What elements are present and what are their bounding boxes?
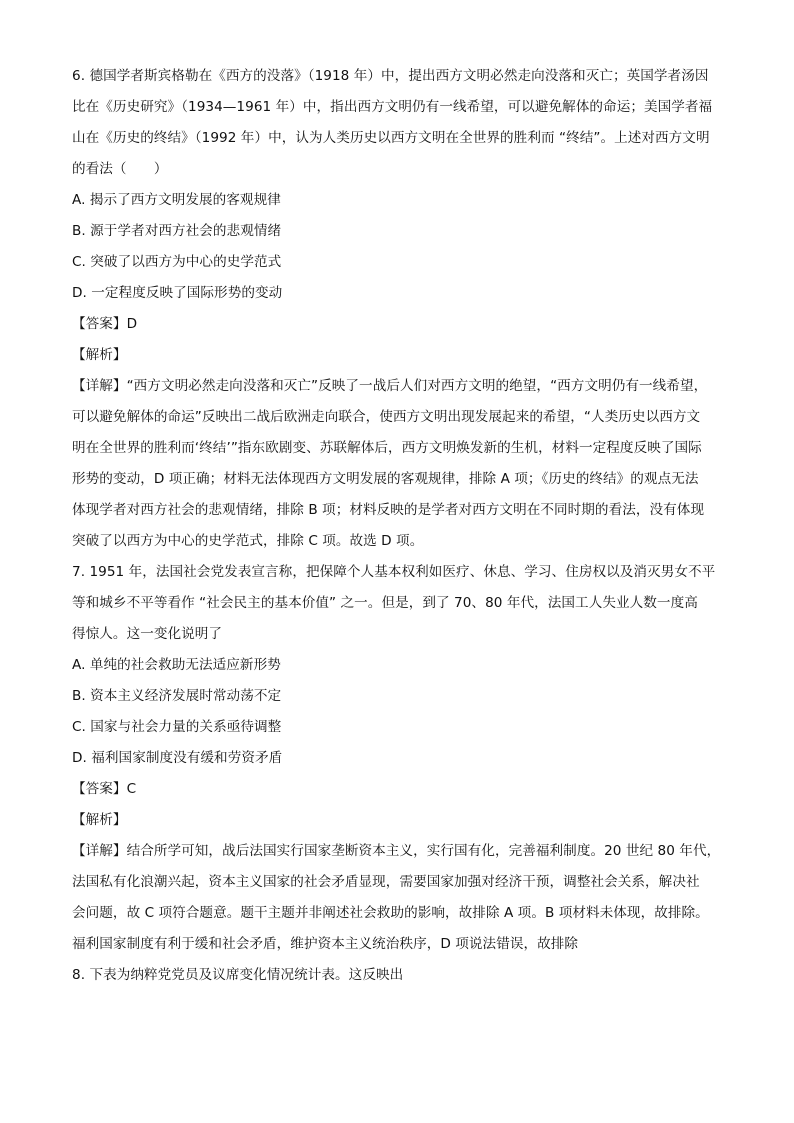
question-6-stem-line: 6. 德国学者斯宾格勒在《西方的没落》（1918 年）中，提出西方文明必然走向没落和灭亡；英国学者汤因 — [72, 68, 709, 84]
question-6-detail-line: 体现学者对西方社会的悲观情绪，排除 B 项；材料反映的是学者对西方文明在不同时期的看法，没有体现 — [72, 502, 705, 518]
question-6-stem-line: 的看法（ ） — [72, 161, 168, 177]
question-6-stem-line: 山在《历史的终结》（1992 年）中，认为人类历史以西方文明在全世界的胜利而 “终结”。上述对西方文明 — [72, 130, 710, 146]
question-6-option-c: C. 突破了以西方为中心的史学范式 — [72, 254, 282, 270]
question-6-answer — [72, 309, 732, 340]
question-6-analysis-label: 【解析】 — [72, 347, 127, 363]
question-7-detail-line: 【详解】结合所学可知，战后法国实行国家垄断资本主义，实行国有化，完善福利制度。20 世纪 80 年代， — [72, 843, 721, 859]
question-6-detail-line: 明在全世界的胜利而‘终结’”指东欧剧变、苏联解体后，西方文明焕发新的生机，材料一定程度反映了国际 — [72, 440, 702, 456]
question-7-option-a: A. 单纯的社会救助无法适应新形势 — [72, 657, 281, 673]
question-6-detail-line: 突破了以西方为中心的史学范式，排除 C 项。故选 D 项。 — [72, 533, 424, 549]
question-6-detail-line: 可以避免解体的命运”反映出二战后欧洲走向联合，使西方文明出现发展起来的希望，“人类历史以西方文 — [72, 409, 701, 425]
question-7-analysis-label: 【解析】 — [72, 812, 127, 828]
question-6-stem-line: 比在《历史研究》（1934—1961 年）中，指出西方文明仍有一线希望，可以避免解体的命运；美国学者福 — [72, 99, 713, 115]
answer-label: 【答案】 — [72, 316, 127, 332]
question-8-stem-line: 8. 下表为纳粹党党员及议席变化情况统计表。这反映出 — [72, 967, 404, 983]
question-7 — [72, 557, 732, 960]
exam-page — [72, 61, 732, 991]
question-7-stem-line: 7. 1951 年，法国社会党发表宣言称，把保障个人基本权利如医疗、休息、学习、住房权以及消灭男女不平 — [72, 564, 716, 580]
question-7-detail-line: 法国私有化浪潮兴起，资本主义国家的社会矛盾显现，需要国家加强对经济干预，调整社会关系，解决社 — [72, 874, 700, 890]
question-7-answer — [72, 774, 732, 805]
question-6-option-b: B. 源于学者对西方社会的悲观情绪 — [72, 223, 282, 239]
question-6-detail-line: 【详解】“西方文明必然走向没落和灭亡”反映了一战后人们对西方文明的绝望，“西方文明仍有一线希望， — [72, 378, 708, 394]
question-7-stem-line: 等和城乡不平等看作 “社会民主的基本价值” 之一。但是，到了 70、80 年代，法国工人失业人数一度高 — [72, 595, 698, 611]
question-6-option-a: A. 揭示了西方文明发展的客观规律 — [72, 192, 281, 208]
question-8 — [72, 960, 732, 991]
question-7-option-d: D. 福利国家制度没有缓和劳资矛盾 — [72, 750, 283, 766]
answer-label: 【答案】 — [72, 781, 127, 797]
answer-value: D — [126, 316, 138, 332]
question-6 — [72, 61, 732, 557]
question-6-option-d: D. 一定程度反映了国际形势的变动 — [72, 285, 283, 301]
question-7-detail-line: 福利国家制度有利于缓和社会矛盾，维护资本主义统治秩序，D 项说法错误，故排除 — [72, 936, 579, 952]
question-7-stem-line: 得惊人。这一变化说明了 — [72, 626, 223, 642]
question-7-option-c: C. 国家与社会力量的关系亟待调整 — [72, 719, 282, 735]
answer-value: C — [126, 781, 137, 797]
question-7-detail-line: 会问题，故 C 项符合题意。题干主题并非阐述社会救助的影响，故排除 A 项。B 项材料未体现，故排除。 — [72, 905, 709, 921]
question-7-option-b: B. 资本主义经济发展时常动荡不定 — [72, 688, 282, 704]
question-6-detail-line: 形势的变动，D 项正确；材料无法体现西方文明发展的客观规律，排除 A 项；《历史的终结》的观点无法 — [72, 471, 699, 487]
